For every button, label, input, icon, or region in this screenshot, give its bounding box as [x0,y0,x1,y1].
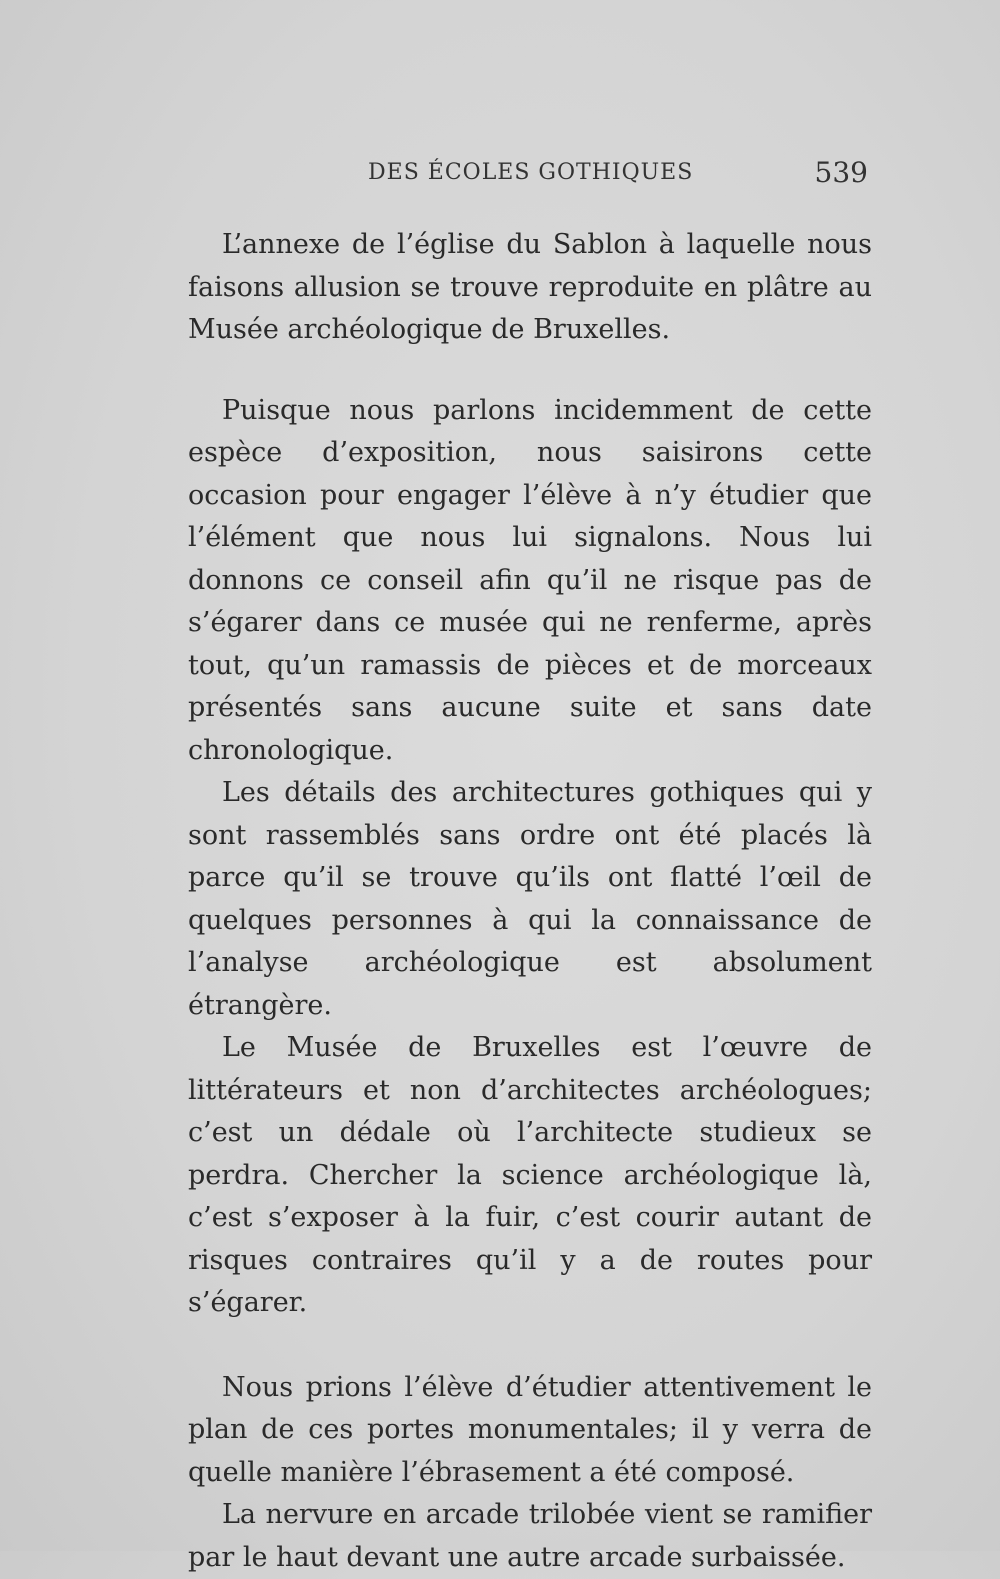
running-title: DES ÉCOLES GOTHIQUES [368,160,694,185]
paragraph-exposition-advice: Puisque nous parlons incidemment de cette espèce d’exposition, nous saisirons cette occasion pour engager l’élève à n’y étudier que l’élément que nous lui signalons. Nous lui donnons ce conseil afin qu’il ne risque pas de s’égarer dans ce musée qui ne renferme, après tout, qu’un ramassis de pièces et de morceaux présentés sans aucune suite et sans date chronologique. [188,394,872,766]
body-text [188,224,872,1579]
paragraph-brussels-museum: Le Musée de Bruxelles est l’œuvre de littérateurs et non d’architectes archéologues; c’est un dédale où l’architecte studieux se perdra. Chercher la science archéologique là, c’est s’exposer à la fuir, c’est courir autant de risques contraires qu’il y a de routes pour s’égarer. [188,1032,872,1318]
running-head [368,156,868,196]
paragraph-sablon-annex: L’annexe de l’église du Sablon à laquelle nous faisons allusion se trouve reproduite en plâtre au Musée archéologique de Bruxelles. [188,229,872,345]
paragraph-trefoil-arcade: La nervure en arcade trilobée vient se ramifier par le haut devant une autre arcade surbaissée. [188,1499,872,1573]
paragraph-gothic-details: Les détails des architectures gothiques qui y sont rassemblés sans ordre ont été placés là parce qu’il se trouve qu’ils ont flatté l’œil de quelques personnes à qui la connaissance de l’analyse archéologique est absolument étrangère. [188,777,872,1021]
paragraph-portal-plan: Nous prions l’élève d’étudier attentivement le plan de ces portes monumentales; il y verra de quelle manière l’ébrasement a été composé. [188,1371,872,1488]
page-number: 539 [814,156,868,189]
